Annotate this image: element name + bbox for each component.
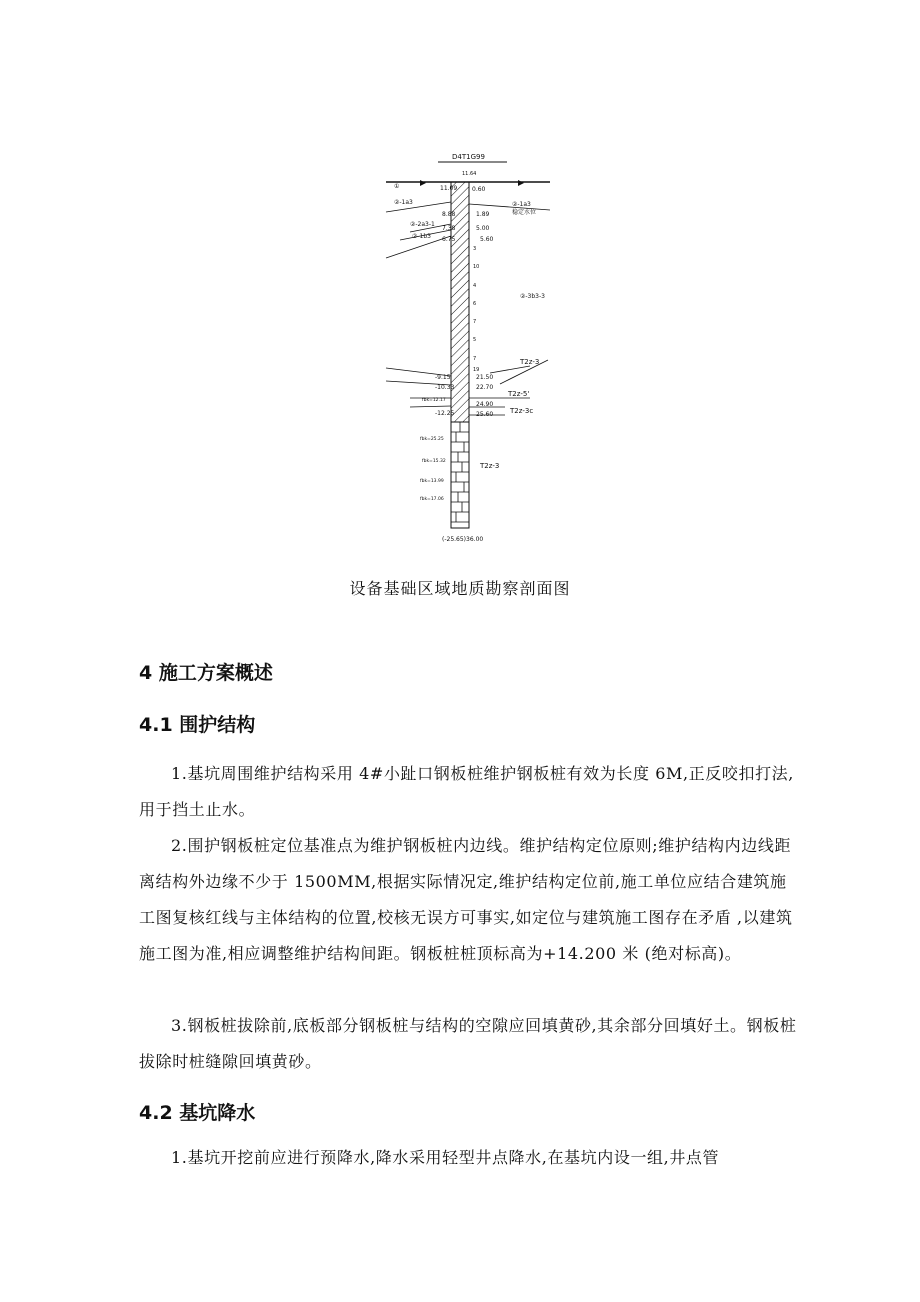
geological-section-figure bbox=[380, 148, 560, 548]
layer-code: ②-1a3 bbox=[512, 201, 531, 208]
layer-code: ②-1a3 bbox=[394, 199, 413, 206]
bottom-label: (-25.65)36.00 bbox=[442, 536, 484, 543]
blow-count: 5 bbox=[473, 337, 477, 343]
layer-codes bbox=[394, 183, 545, 300]
figure-caption: 设备基础区域地质勘察剖面图 bbox=[349, 579, 571, 598]
elev-label: 8.88 bbox=[442, 211, 456, 218]
geological-section-drawing bbox=[380, 148, 560, 548]
t2z-label: T2z-3 bbox=[480, 462, 500, 470]
fbk-label: fbk=13.99 bbox=[420, 479, 444, 484]
t2z-label: T2z-3c bbox=[510, 407, 534, 415]
blow-count: 7 bbox=[473, 319, 477, 325]
blow-count: 4 bbox=[473, 283, 477, 289]
water-level-label: 稳定水位 bbox=[512, 209, 537, 216]
depth-label: 5.00 bbox=[476, 225, 490, 232]
blow-counts bbox=[473, 246, 479, 373]
depth-label: 22.70 bbox=[476, 384, 494, 391]
depth-label: 5.60 bbox=[480, 236, 494, 243]
fbk-label: fbk=12.17 bbox=[422, 398, 446, 403]
figure-title: D4T1G99 bbox=[452, 153, 485, 161]
section-4-2-paragraph-1: 1.基坑开挖前应进行预降水,降水采用轻型井点降水,在基坑内设一组,井点管 bbox=[171, 1148, 720, 1167]
layer-code: ②-2a3-1 bbox=[410, 221, 435, 228]
blow-count: 19 bbox=[473, 367, 480, 373]
section-4-2-heading: 4.2 基坑降水 bbox=[139, 1102, 256, 1124]
blow-count: 6 bbox=[473, 301, 477, 307]
elev-label: -9.15 bbox=[435, 374, 451, 381]
section-4-heading: 4 施工方案概述 bbox=[139, 662, 273, 684]
t2z-label: T2z-3 bbox=[520, 358, 540, 366]
brick-pattern bbox=[451, 422, 469, 522]
layer-code: ②-1b3 bbox=[412, 233, 431, 240]
t2z-label: T2z-5' bbox=[508, 390, 530, 398]
section-4-1-paragraph-2: 2.围护钢板桩定位基准点为维护钢板桩内边线。维护结构定位原则;维护结构内边线距离结构外边缘不少于 1500MM,根据实际情况定,维护结构定位前,施工单位应结合建筑施工图复核红线与主体结构的位置,校核无误方可事实,如定位与建筑施工图存在矛盾 ,以建筑施工图为准,相应调整维护结构间距。钢板桩桩顶标高为+14.200 米 (绝对标高)。 bbox=[139, 836, 793, 963]
layer-code: ① bbox=[394, 183, 400, 190]
fbk-label: fbk=15.32 bbox=[422, 459, 446, 464]
fbk-label: fbk=17.06 bbox=[420, 497, 444, 502]
blow-count: 10 bbox=[473, 264, 480, 270]
blow-count: 3 bbox=[473, 246, 477, 252]
blow-count: 7 bbox=[473, 356, 477, 362]
elev-label: 11.09 bbox=[440, 185, 458, 192]
elev-label: 7.38 bbox=[442, 225, 456, 232]
section-4-1-paragraph-1: 1.基坑周围维护结构采用 4#小趾口钢板桩维护钢板桩有效为长度 6M,正反咬扣打法,用于挡土止水。 bbox=[139, 764, 794, 819]
depth-label: 25.60 bbox=[476, 411, 494, 418]
elev-label: 6.75 bbox=[442, 236, 456, 243]
depth-label: 1.89 bbox=[476, 211, 490, 218]
elev-label: -10.33 bbox=[435, 384, 455, 391]
top-elevation: 11.64 bbox=[462, 171, 477, 177]
fbk-label: fbk=25.25 bbox=[420, 437, 444, 442]
depth-label: 24.90 bbox=[476, 401, 494, 408]
section-4-1-paragraph-3: 3.钢板桩拔除前,底板部分钢板桩与结构的空隙应回填黄砂,其余部分回填好土。钢板桩拔除时桩缝隙回填黄砂。 bbox=[139, 1016, 797, 1071]
section-4-1-heading: 4.1 围护结构 bbox=[139, 714, 256, 736]
depth-label: 21.50 bbox=[476, 374, 494, 381]
layer-code: ②-3b3-3 bbox=[520, 293, 545, 300]
elev-label: -12.25 bbox=[435, 410, 455, 417]
depth-label: 0.60 bbox=[472, 186, 486, 193]
